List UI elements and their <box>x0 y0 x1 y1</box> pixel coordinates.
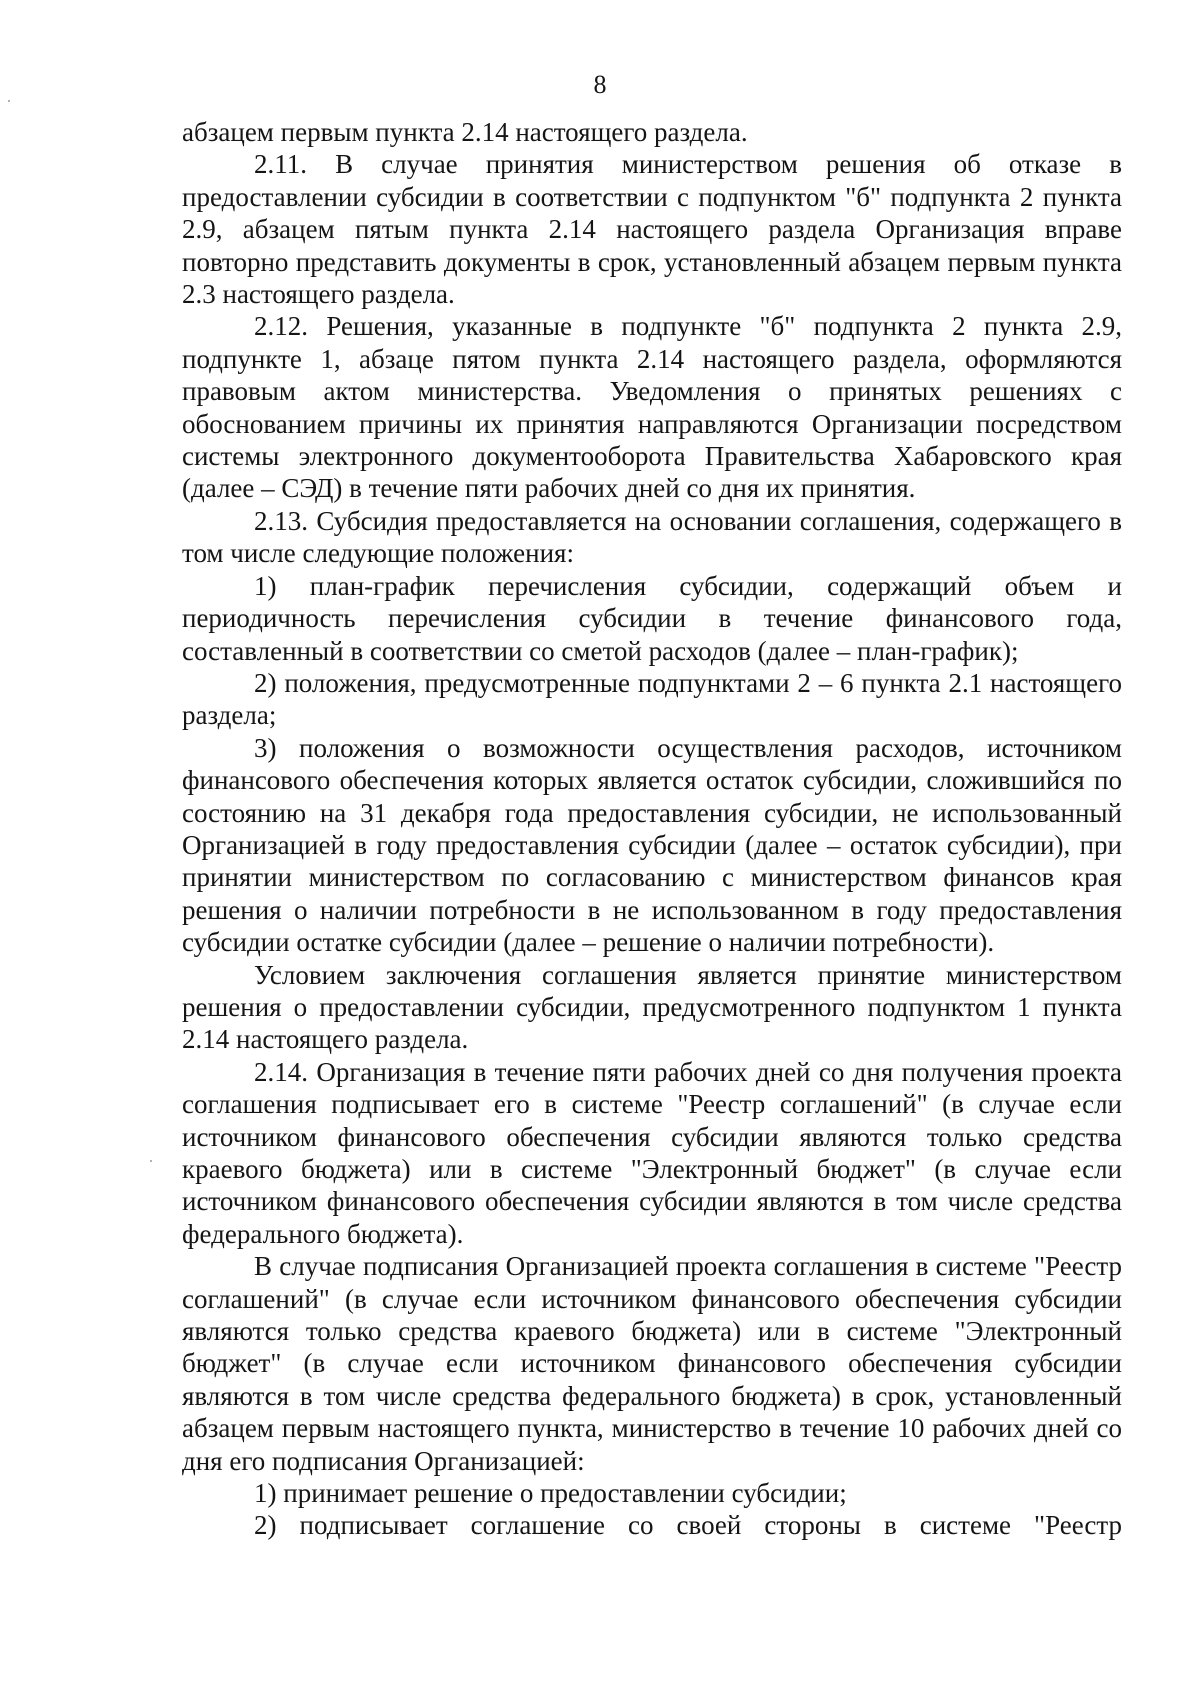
paragraph-agreement-condition: Условием заключения соглашения является принятие министерством решения о предоставлении субсидии, предусмотренного подпунктом 1 пункта 2.14 настоящего раздела. <box>182 959 1122 1055</box>
list-item-2-signing: 2) подписывает соглашение со своей стороны в системе "Реестр <box>254 1510 1122 1541</box>
list-item-3-remaining-subsidy: 3) положения о возможности осуществления расходов, источником финансового обеспечения которых является остаток субсидии, сложившийся по состоянию на 31 декабря года предоставления субсидии, не использованный Организацией в году предоставления субсидии (далее – остаток субсидии), при принятии министерством по согласованию с министерством финансов края решения о наличии потребности в не использованном в году предоставления субсидии остатке субсидии (далее – решение о наличии потребности). <box>182 732 1122 958</box>
list-item-2-provisions: 2) положения, предусмотренные подпунктами 2 – 6 пункта 2.1 настоящего раздела; <box>182 667 1122 731</box>
paragraph-2-14: 2.14. Организация в течение пяти рабочих дней со дня получения проекта соглашения подписывает его в системе "Реестр соглашений" (в случае если источником финансового обеспечения субсидии являются только средства краевого бюджета) или в системе "Электронный бюджет" (в случае если источником финансового обеспечения субсидии являются в том числе средства федерального бюджета). <box>182 1056 1122 1249</box>
paragraph-2-11: 2.11. В случае принятия министерством решения об отказе в предоставлении субсидии в соответствии с подпунктом "б" подпункта 2 пункта 2.9, абзацем пятым пункта 2.14 настоящего раздела Организация вправе повторно представить документы в срок, установленный абзацем первым пункта 2.3 настоящего раздела. <box>182 149 1122 310</box>
document-body <box>182 116 1122 1542</box>
page-number: 8 <box>593 70 607 99</box>
paragraph-2-13: 2.13. Субсидия предоставляется на основании соглашения, содержащего в том числе следующие положения: <box>182 505 1122 569</box>
paragraph-continuation: абзацем первым пункта 2.14 настоящего раздела. <box>182 117 748 147</box>
scan-speck <box>150 1160 152 1162</box>
list-item-1-decision: 1) принимает решение о предоставлении субсидии; <box>254 1478 847 1509</box>
paragraph-2-12: 2.12. Решения, указанные в подпункте "б" подпункта 2 пункта 2.9, подпункте 1, абзаце пятом пункта 2.14 настоящего раздела, оформляются правовым актом министерства. Уведомления о принятых решениях с обоснованием причины их принятия направляются Организации посредством системы электронного документооборота Правительства Хабаровского края (далее – СЭД) в течение пяти рабочих дней со дня их принятия. <box>182 311 1122 504</box>
scan-speck <box>8 100 10 102</box>
list-item-1-payment-schedule: 1) план-график перечисления субсидии, содержащий объем и периодичность перечисления субсидии в течение финансового года, составленный в соответствии со сметой расходов (далее – план-график); <box>182 570 1122 666</box>
paragraph-signing-case: В случае подписания Организацией проекта соглашения в системе "Реестр соглашений" (в случае если источником финансового обеспечения субсидии являются только средства краевого бюджета) или в системе "Электронный бюджет" (в случае если источником финансового обеспечения субсидии являются в том числе средства федерального бюджета) в срок, установленный абзацем первым настоящего пункта, министерство в течение 10 рабочих дней со дня его подписания Организацией: <box>182 1251 1122 1476</box>
